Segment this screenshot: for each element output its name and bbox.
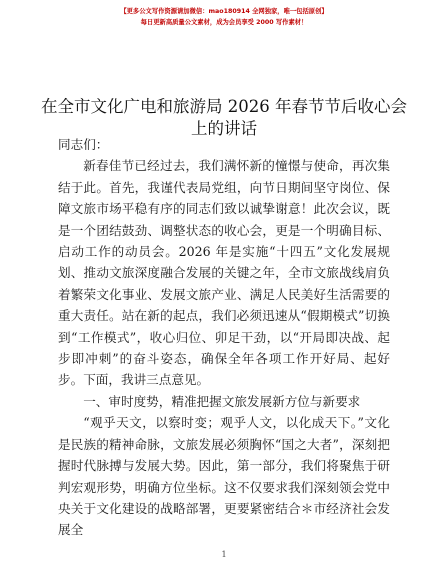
promo-banner-line1: 【更多公文写作资源请加微信：mao180914 全网独家，唯一包括原创】 bbox=[120, 8, 328, 15]
section-heading-1: 一、审时度势，精准把握文旅发展新方位与新要求 bbox=[83, 393, 361, 409]
document-body bbox=[58, 134, 390, 541]
promo-banner-line2: 每日更新高质量公文素材，成为会员享受 2000 写作素材！ bbox=[140, 19, 308, 26]
salutation: 同志们： bbox=[58, 137, 109, 152]
promo-banner bbox=[0, 6, 448, 28]
paragraph-section-1: “观乎天文，以察时变；观乎人文，以化成天下。”文化是民族的精神命脉，文旅发展必须胸怀“国之大者”，深刻把握时代脉搏与发展大势。因此，第一部分，我们将聚焦于研判宏观形势，明确方位坐标。这不仅要求我们深刻领会党中央关于文化建设的战略部署，更要紧密结合＊市经济社会发展全 bbox=[58, 415, 390, 538]
page-number: 1 bbox=[221, 550, 227, 559]
paragraph-opening: 新春佳节已经过去，我们满怀新的憧憬与使命，再次集结于此。首先，我谨代表局党组，向节日期间坚守岗位、保障文旅市场平稳有序的同志们致以诚挚谢意！此次会议，既是一个团结鼓劲、调整状态的收心会，更是一个明确目标、启动工作的动员会。2026 年是实施“十四五”文化发展规划、推动文旅深度融合发展的关键之年，全市文旅战线肩负着繁荣文化事业、发展文旅产业、满足人民美好生活需要的重大责任。站在新的起点，我们必须迅速从“假期模式”切换到“工作模式”，收心归位、卯足干劲，以“开局即决战、起步即冲刺”的奋斗姿态，确保全年各项工作开好局、起好步。下面，我讲三点意见。 bbox=[58, 158, 390, 388]
document-title: 在全市文化广电和旅游局 2026 年春节节后收心会上的讲话 bbox=[41, 97, 407, 139]
